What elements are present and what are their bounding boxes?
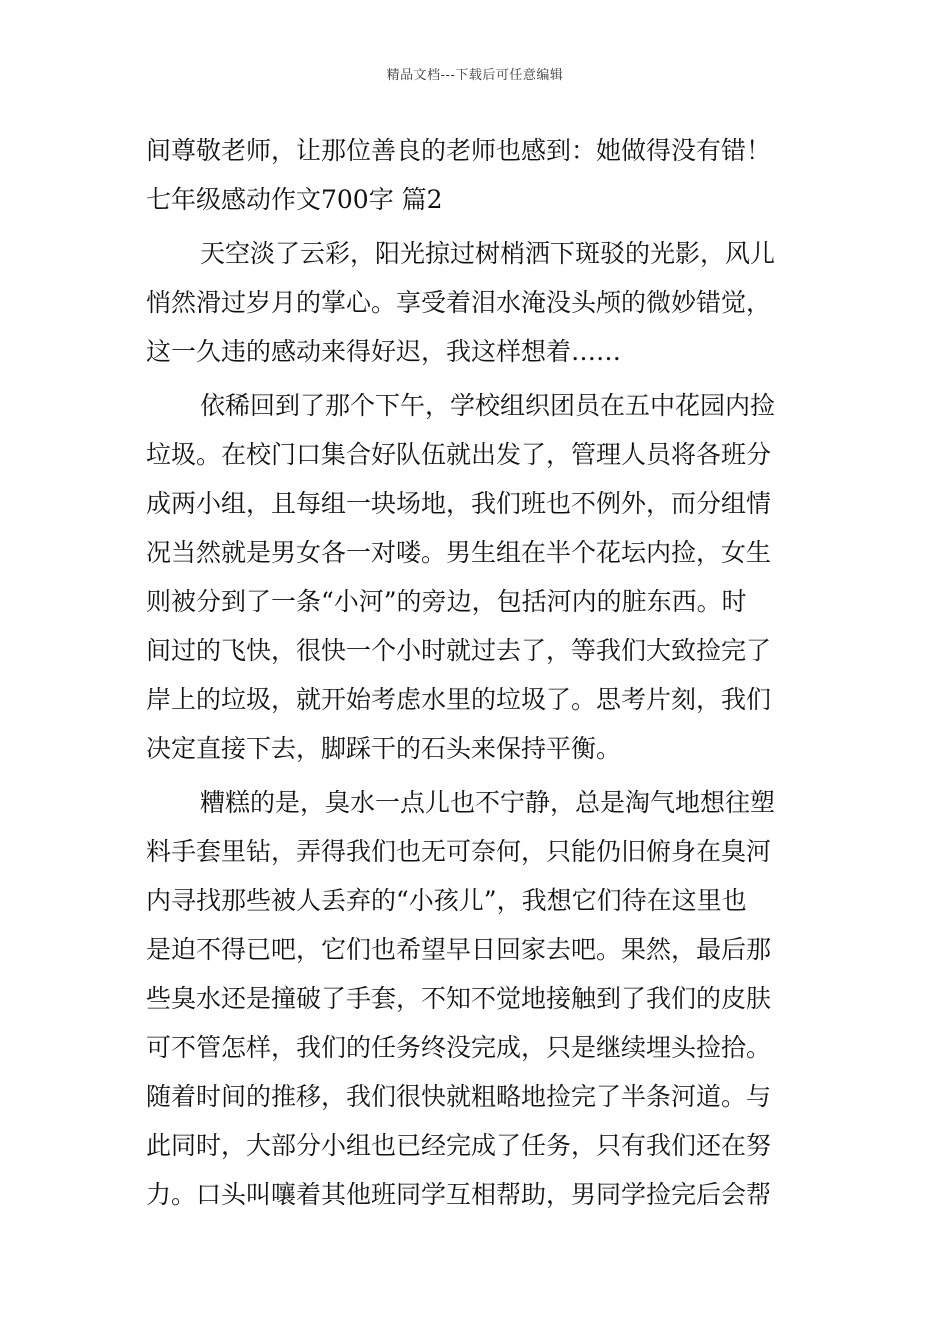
text-line: 可不管怎样，我们的任务终没完成，只是继续埋头捡拾。 bbox=[146, 1033, 772, 1062]
text-line: 糟糕的是，臭水一点儿也不宁静，总是淘气地想往塑 bbox=[200, 788, 776, 817]
text-line: 则被分到了一条“小河”的旁边，包括河内的脏东西。时 bbox=[146, 587, 747, 616]
page-header: 精品文档---下载后可任意编辑 bbox=[386, 68, 564, 83]
text-line: 况当然就是男女各一对喽。男生组在半个花坛内捡，女生 bbox=[146, 538, 772, 567]
text-line: 些臭水还是撞破了手套，不知不觉地接触到了我们的皮肤 bbox=[146, 984, 772, 1013]
text-line: 是迫不得已吧，它们也希望早日回家去吧。果然，最后那 bbox=[146, 935, 772, 964]
text-line: 决定直接下去，脚踩干的石头来保持平衡。 bbox=[146, 734, 622, 763]
text-line: 间过的飞快，很快一个小时就过去了，等我们大致捡完了 bbox=[146, 636, 772, 665]
text-line: 这一久违的感动来得好迟，我这样想着…… bbox=[146, 337, 622, 366]
text-line: 此同时，大部分小组也已经完成了任务，只有我们还在努 bbox=[146, 1131, 772, 1160]
text-line: 岸上的垃圾，就开始考虑水里的垃圾了。思考片刻，我们 bbox=[146, 685, 772, 714]
text-line: 垃圾。在校门口集合好队伍就出发了，管理人员将各班分 bbox=[146, 440, 772, 469]
text-line: 成两小组，且每组一块场地，我们班也不例外，而分组情 bbox=[146, 489, 772, 518]
text-line: 依稀回到了那个下午，学校组织团员在五中花园内捡 bbox=[200, 391, 776, 420]
section-title: 七年级感动作文700字 篇2 bbox=[146, 185, 443, 214]
text-line: 内寻找那些被人丢弃的“小孩儿”，我想它们待在这里也 bbox=[146, 886, 747, 915]
text-line: 悄然滑过岁月的掌心。享受着泪水淹没头颅的微妙错觉， bbox=[146, 288, 772, 317]
document-body bbox=[146, 126, 808, 1219]
text-line: 间尊敬老师，让那位善良的老师也感到：她做得没有错！ bbox=[146, 136, 772, 165]
text-line: 天空淡了云彩，阳光掠过树梢洒下斑驳的光影，风儿 bbox=[200, 239, 776, 268]
text-line: 力。口头叫嚷着其他班同学互相帮助，男同学捡完后会帮 bbox=[146, 1180, 772, 1209]
text-line: 随着时间的推移，我们很快就粗略地捡完了半条河道。与 bbox=[146, 1082, 772, 1111]
text-line: 料手套里钻，弄得我们也无可奈何，只能仍旧俯身在臭河 bbox=[146, 837, 772, 866]
